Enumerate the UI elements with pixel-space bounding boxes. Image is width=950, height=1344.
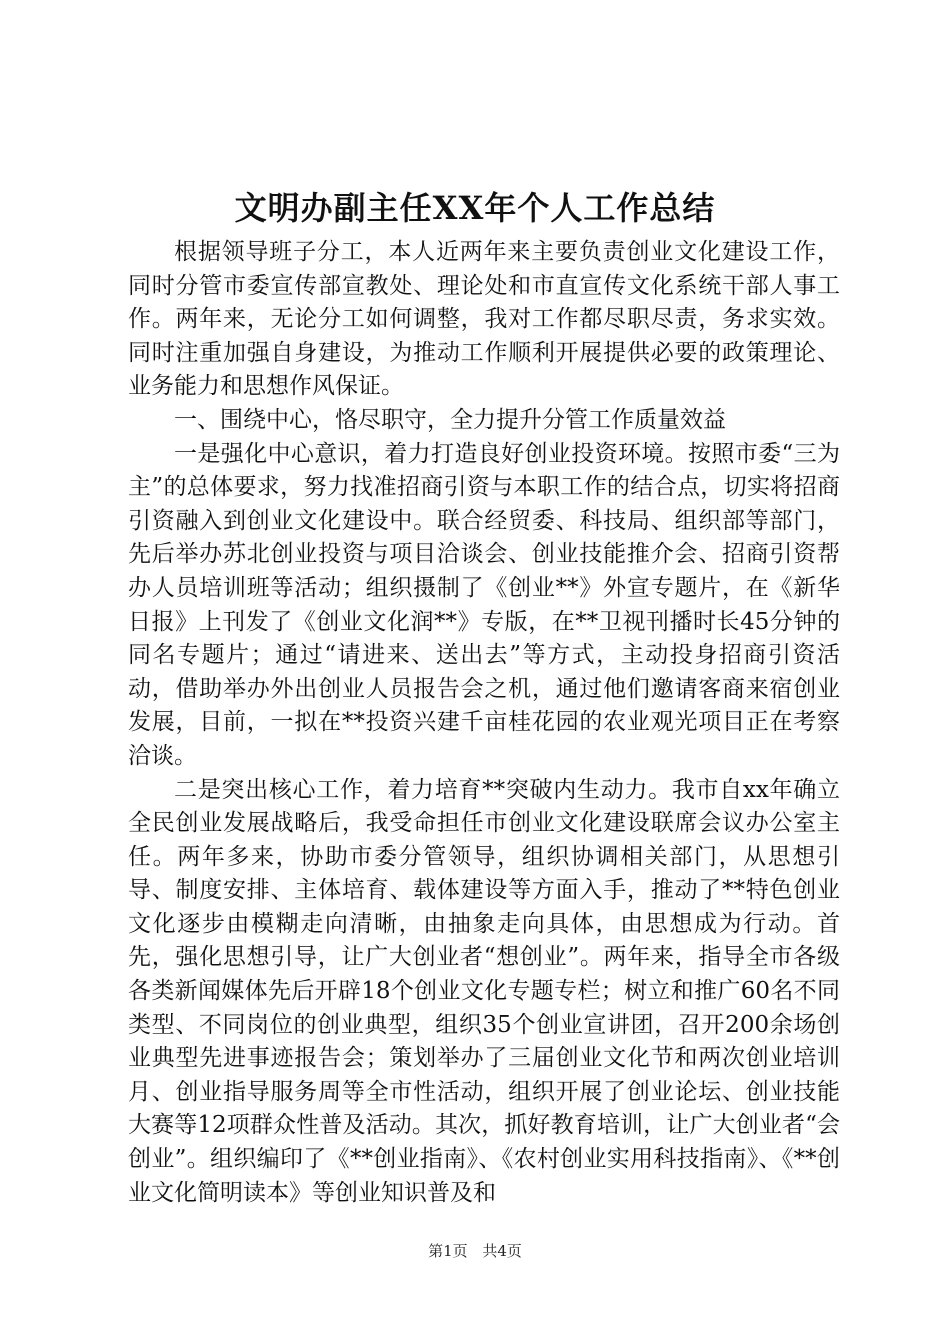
paragraph-point-1: 一是强化中心意识，着力打造良好创业投资环境。按照市委“三为主”的总体要求，努力找准招商引资与本职工作的结合点，切实将招商引资融入到创业文化建设中。联合经贸委、科技局、组织部等部门，先后举办苏北创业投资与项目洽谈会、创业技能推介会、招商引资帮办人员培训班等活动；组织摄制了《创业**》外宣专题片，在《新华日报》上刊发了《创业文化润**》专版，在**卫视刊播时长45分钟的同名专题片；通过“请进来、送出去”等方式，主动投身招商引资活动，借助举办外出创业人员报告会之机，通过他们邀请客商来宿创业发展，目前，一拟在**投资兴建千亩桂花园的农业观光项目正在考察洽谈。 [128, 440, 840, 769]
page-number-total: 共4页 [482, 1242, 522, 1260]
paragraph-point-2: 二是突出核心工作，着力培育**突破内生动力。我市自xx年确立全民创业发展战略后，我受命担任市创业文化建设联席会议办公室主任。两年多来，协助市委分管领导，组织协调相关部门，从思想引导、制度安排、主体培育、载体建设等方面入手，推动了**特色创业文化逐步由模糊走向清晰，由抽象走向具体，由思想成为行动。首先，强化思想引导，让广大创业者“想创业”。两年来，指导全市各级各类新闻媒体先后开辟18个创业文化专题专栏；树立和推广60名不同类型、不同岗位的创业典型，组织35个创业宣讲团，召开200余场创业典型先进事迹报告会；策划举办了三届创业文化节和两次创业培训月、创业指导服务周等全市性活动，组织开展了创业论坛、创业技能大赛等12项群众性普及活动。其次，抓好教育培训，让广大创业者“会创业”。组织编印了《**创业指南》、《农村创业实用科技指南》、《**创业文化简明读本》等创业知识普及和 [128, 776, 840, 1206]
paragraph-intro: 根据领导班子分工，本人近两年来主要负责创业文化建设工作，同时分管市委宣传部宣教处、理论处和市直宣传文化系统干部人事工作。两年来，无论分工如何调整，我对工作都尽职尽责，务求实效。同时注重加强自身建设，为推动工作顺利开展提供必要的政策理论、业务能力和思想作风保证。 [128, 239, 840, 400]
page-footer [0, 1241, 950, 1261]
document-body [128, 236, 840, 1210]
section-heading-1: 一、围绕中心，恪尽职守，全力提升分管工作质量效益 [174, 406, 726, 433]
document-title: 文明办副主任XX年个人工作总结 [234, 189, 716, 227]
page-number-current: 第1页 [428, 1242, 468, 1260]
